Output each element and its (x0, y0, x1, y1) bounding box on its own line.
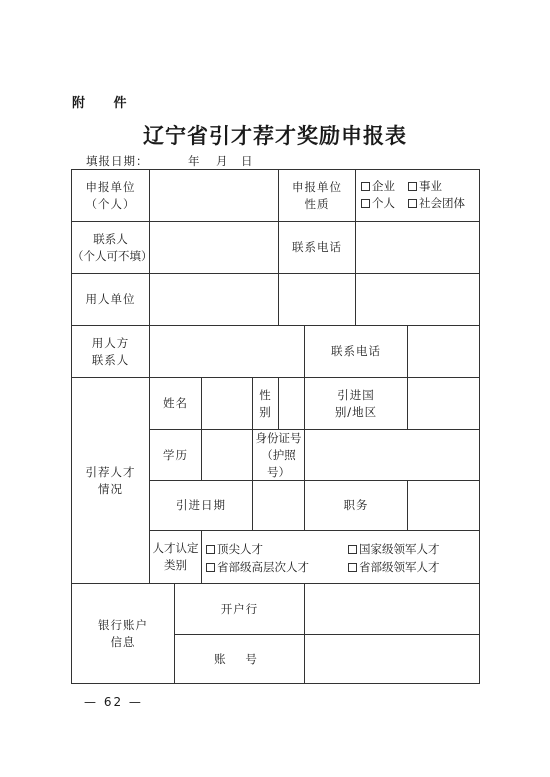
id-number-label: 身份证号 （护照号） (255, 430, 302, 479)
employer-phone-field[interactable] (408, 326, 479, 377)
gender-field[interactable] (279, 378, 304, 429)
checkbox-label: 省部级高层次人才 (217, 560, 309, 574)
form-title: 辽宁省引才荐才奖励申报表 (143, 123, 407, 148)
intro-date-field[interactable] (253, 481, 304, 530)
checkbox-icon (206, 545, 215, 554)
contact-phone-field[interactable] (356, 222, 479, 273)
bank-section-label: 银行账户 信息 (98, 617, 148, 649)
education-field[interactable] (202, 430, 252, 480)
checkbox-label: 顶尖人才 (217, 542, 263, 556)
employer-contact-label: 用人方 联系人 (91, 335, 130, 367)
position-label: 职务 (343, 498, 369, 512)
checkbox-icon (408, 199, 417, 208)
applicant-unit-field[interactable] (150, 170, 278, 221)
applicant-unit-label: 申报单位 （个人） (85, 179, 136, 211)
checkbox-icon (408, 182, 417, 191)
account-field[interactable] (305, 635, 479, 683)
employer-label: 用人单位 (85, 292, 136, 306)
bank-name-label: 开户行 (220, 601, 259, 616)
attachment-label: 附 件 (72, 96, 139, 111)
checkbox-label: 国家级领军人才 (359, 542, 440, 556)
checkbox-icon (348, 545, 357, 554)
checkbox-top-talent[interactable] (206, 541, 263, 557)
talent-category-label: 人才认定 类别 (152, 541, 199, 572)
intro-date-label: 引进日期 (176, 498, 226, 512)
origin-field[interactable] (408, 378, 479, 429)
checkbox-icon (361, 199, 370, 208)
checkbox-label: 社会团体 (419, 196, 465, 210)
name-field[interactable] (202, 378, 252, 429)
page-number: — 62 — (84, 695, 143, 709)
account-label: 账 号 (214, 651, 265, 666)
checkbox-label: 事业 (419, 179, 442, 193)
gender-label: 性 别 (259, 387, 272, 419)
checkbox-public-institution[interactable] (408, 178, 442, 194)
employer-phone-label: 联系电话 (331, 344, 381, 358)
position-field[interactable] (408, 481, 479, 530)
contact-field[interactable] (150, 222, 278, 273)
origin-label: 引进国 别/地区 (334, 387, 378, 419)
checkbox-social-group[interactable] (408, 195, 465, 211)
education-label: 学历 (163, 447, 188, 462)
employer-field[interactable] (150, 274, 479, 325)
checkbox-icon (348, 563, 357, 572)
checkbox-icon (206, 563, 215, 572)
contact-label: 联系人 （个人可不填） (72, 231, 153, 263)
checkbox-individual[interactable] (361, 195, 395, 211)
checkbox-national-leader[interactable] (348, 541, 440, 557)
date-month-label: 月 (216, 154, 228, 168)
checkbox-provincial-leader[interactable] (348, 559, 440, 575)
employer-contact-field[interactable] (150, 326, 304, 377)
date-day-label: 日 (241, 154, 253, 168)
checkbox-icon (361, 182, 370, 191)
name-label: 姓名 (163, 396, 188, 410)
talent-section-label: 引荐人才 情况 (85, 464, 136, 496)
bank-name-field[interactable] (305, 584, 479, 634)
id-number-field[interactable] (305, 430, 479, 480)
date-year-label: 年 (188, 154, 200, 168)
checkbox-enterprise[interactable] (361, 178, 395, 194)
fill-date-label: 填报日期： (86, 154, 149, 168)
checkbox-label: 省部级领军人才 (359, 560, 440, 574)
checkbox-label: 个人 (372, 196, 395, 210)
contact-phone-label: 联系电话 (292, 240, 342, 254)
checkbox-provincial-high-level[interactable] (206, 559, 309, 575)
applicant-nature-label: 申报单位 性质 (292, 179, 342, 211)
checkbox-label: 企业 (372, 179, 395, 193)
